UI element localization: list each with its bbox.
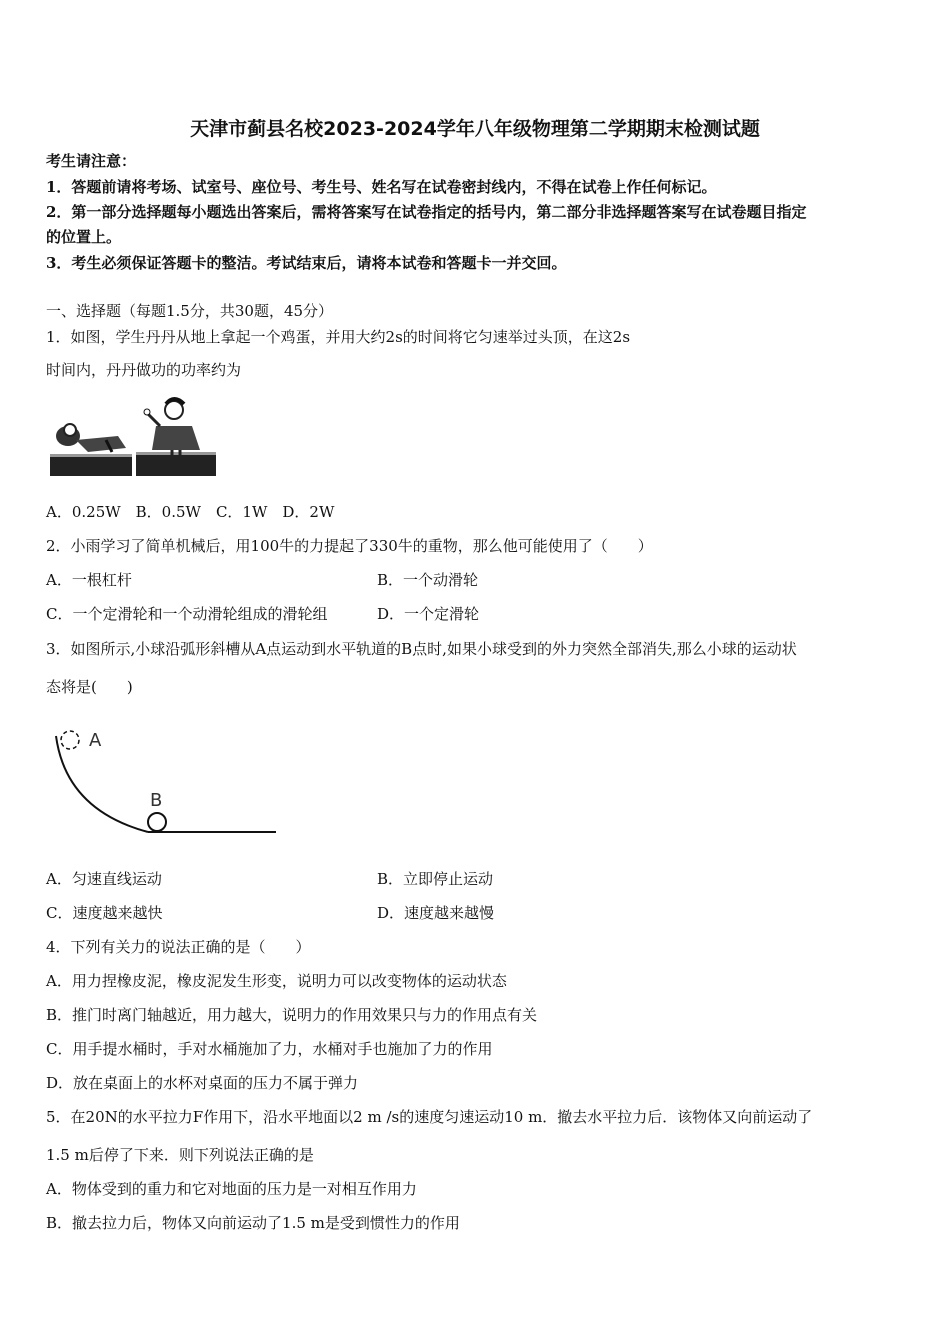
q2-option-a: A．一根杠杆 xyxy=(46,571,132,589)
notice-item: 2．第一部分选择题每小题选出答案后，需将答案写在试卷指定的括号内，第二部分非选择题答案写在试卷题目指定 xyxy=(46,203,807,221)
notice-heading: 考生请注意： xyxy=(46,152,137,170)
q2-option-d: D．一个定滑轮 xyxy=(377,605,480,623)
section-heading: 一、选择题（每题1.5分，共30题，45分） xyxy=(46,302,334,320)
notice-item: 3．考生必须保证答题卡的整洁。考试结束后，请将本试卷和答题卡一并交回。 xyxy=(46,254,567,272)
q3-stem-cont: 态将是( ) xyxy=(46,678,133,696)
q5-option-b: B．撤去拉力后，物体又向前运动了1.5 m是受到惯性力的作用 xyxy=(46,1214,460,1232)
q3-figure-ramp xyxy=(46,722,282,840)
q4-stem: 4．下列有关力的说法正确的是（ ） xyxy=(46,938,311,956)
figure-label-a: A xyxy=(89,730,102,751)
q3-option-b: B．立即停止运动 xyxy=(377,870,494,888)
q1-stem: 1．如图，学生丹丹从地上拿起一个鸡蛋，并用大约2s的时间将它匀速举过头顶，在这2s xyxy=(46,328,631,346)
figure-label-b: B xyxy=(150,790,163,811)
notice-item: 的位置上。 xyxy=(46,228,122,246)
q2-option-c: C．一个定滑轮和一个动滑轮组成的滑轮组 xyxy=(46,605,328,623)
q3-option-a: A．匀速直线运动 xyxy=(46,870,162,888)
notice-item: 1．答题前请将考场、试室号、座位号、考生号、姓名写在试卷密封线内，不得在试卷上作任何标记。 xyxy=(46,178,717,196)
q5-stem: 5．在20N的水平拉力F作用下，沿水平地面以2 m /s的速度匀速运动10 m．撤去水平拉力后．该物体又向前运动了 xyxy=(46,1108,813,1126)
q4-option-a: A．用力捏橡皮泥，橡皮泥发生形变，说明力可以改变物体的运动状态 xyxy=(46,972,507,990)
q2-stem: 2．小雨学习了简单机械后，用100牛的力提起了330牛的重物，那么他可能使用了（ ） xyxy=(46,537,653,555)
q3-option-d: D．速度越来越慢 xyxy=(377,904,495,922)
page-title: 天津市蓟县名校2023-2024学年八年级物理第二学期期末检测试题 xyxy=(190,118,760,140)
q1-stem-cont: 时间内，丹丹做功的功率约为 xyxy=(46,361,242,379)
q4-option-b: B．推门时离门轴越近，用力越大，说明力的作用效果只与力的作用点有关 xyxy=(46,1006,538,1024)
q4-option-d: D．放在桌面上的水杯对桌面的压力不属于弹力 xyxy=(46,1074,359,1092)
q1-figure-girl-lifting-egg xyxy=(48,396,218,478)
q4-option-c: C．用手提水桶时，手对水桶施加了力，水桶对手也施加了力的作用 xyxy=(46,1040,493,1058)
q5-option-a: A．物体受到的重力和它对地面的压力是一对相互作用力 xyxy=(46,1180,417,1198)
q1-options: A．0.25W B．0.5W C．1W D．2W xyxy=(46,503,335,521)
q3-option-c: C．速度越来越快 xyxy=(46,904,163,922)
q3-stem: 3．如图所示,小球沿弧形斜槽从A点运动到水平轨道的B点时,如果小球受到的外力突然全部消失,那么小球的运动状 xyxy=(46,640,797,658)
q2-option-b: B．一个动滑轮 xyxy=(377,571,479,589)
q5-stem-cont: 1.5 m后停了下来．则下列说法正确的是 xyxy=(46,1146,314,1164)
